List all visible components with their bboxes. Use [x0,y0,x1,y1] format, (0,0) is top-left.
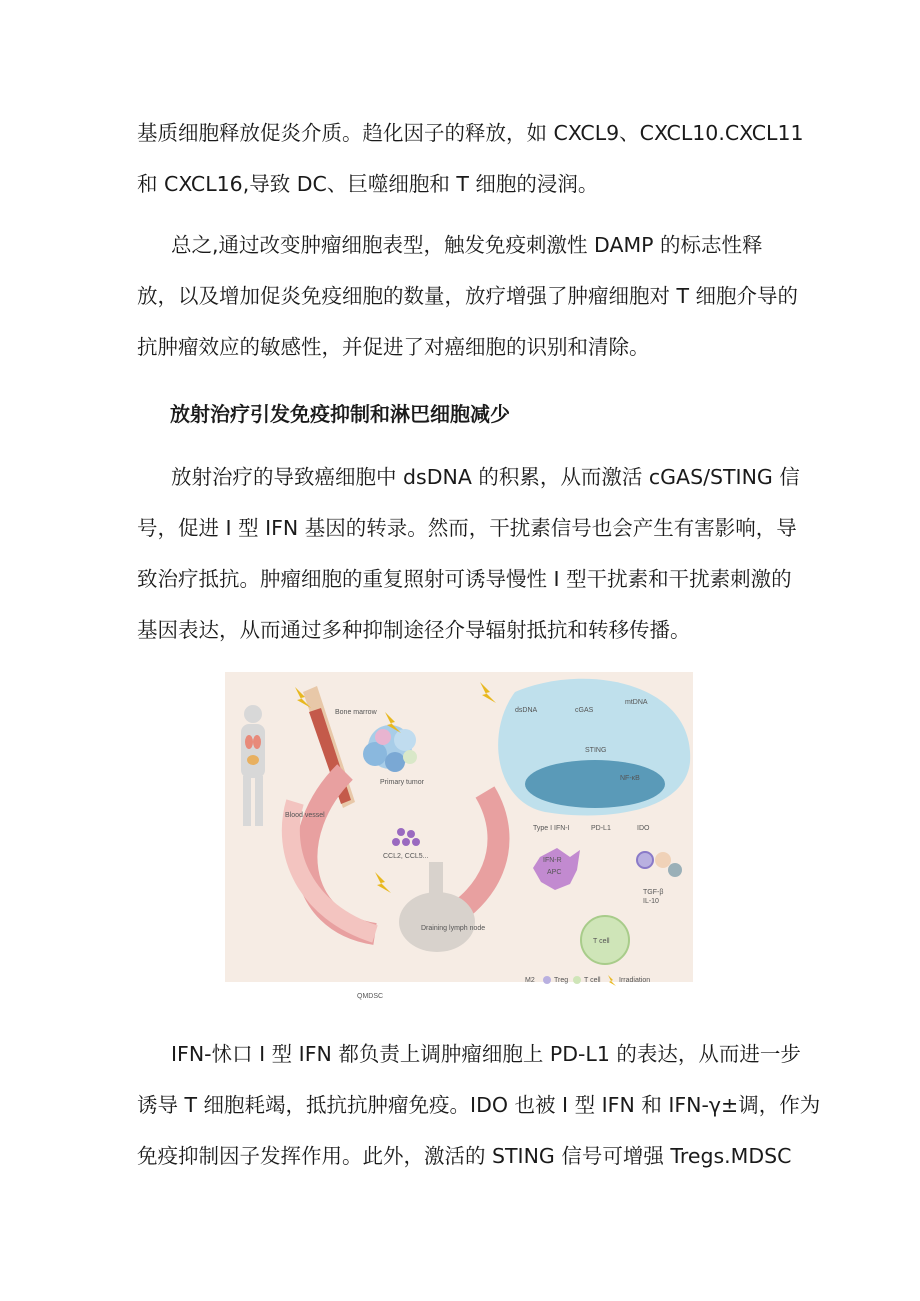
section-heading: 放射治疗引发免疫抑制和淋巴细胞减少 [170,402,510,426]
bone-marrow-label: Bone marrow [335,709,377,716]
text-line: 致治疗抵抗。肿瘤细胞的重复照射可诱导慢性 I 型干扰素和干扰素刺激的 [137,567,792,591]
text-line: 总之,通过改变肿瘤细胞表型，触发免疫刺激性 DAMP 的标志性释 [171,233,763,257]
paragraph-2 [137,220,799,373]
immune-pathway-figure [225,672,693,1007]
blood-vessel-label: Blood vessel [285,812,325,819]
text-line: 免疫抑制因子发挥作用。此外，激活的 STING 信号可增强 Tregs.MDSC [137,1144,792,1168]
text-line: 抗肿瘤效应的敏感性，并促进了对癌细胞的识别和清除。 [137,335,650,359]
t-cell-legend-icon [573,976,581,984]
text-line: 放，以及增加促炎免疫细胞的数量，放疗增强了肿瘤细胞对 T 细胞介导的 [137,284,799,308]
nucleus-shape [525,760,665,808]
text-line: IFN-怵口 I 型 IFN 都负责上调肿瘤细胞上 PD-L1 的表达，从而进一步 [171,1042,801,1066]
mtdna-label: mtDNA [625,699,648,706]
text-line: 基质细胞释放促炎介质。趋化因子的释放，如 CXCL9、CXCL10.CXCL11 [137,121,804,145]
t-cell-label: T cell [593,938,610,945]
paragraph-1 [137,108,804,210]
ccl-label: CCL2, CCL5... [383,853,429,860]
il10-label: IL-10 [643,898,659,905]
dsdna-label: dsDNA [515,707,538,714]
legend-irradiation: Irradiation [619,977,651,984]
legend-treg: Treg [554,977,569,984]
type-i-ifn-label: Type I IFN-I [533,825,570,832]
text-line: 号，促进 I 型 IFN 基因的转录。然而，干扰素信号也会产生有害影响，导 [137,516,797,540]
text-line: 放射治疗的导致癌细胞中 dsDNA 的积累，从而激活 cGAS/STING 信 [171,465,800,489]
tgf-label: TGF-β [643,889,664,896]
primary-tumor-label: Primary tumor [380,779,424,786]
figure-watermark: QMDSC [357,993,384,1000]
ifnr-label: IFN-R [543,857,562,864]
sting-label: STING [585,747,607,754]
legend-tcell: T cell [584,977,601,984]
apc-label: APC [547,869,562,876]
ido-label: IDO [637,825,650,832]
text-line: 诱导 T 细胞耗竭，抵抗抗肿瘤免疫。IDO 也被 I 型 IFN 和 IFN-γ±调，作为 [137,1093,821,1117]
cgas-label: cGAS [575,707,594,714]
legend-m2: M2 [525,977,535,984]
nfkb-label: NF-κB [620,775,640,782]
lymph-node-label: Draining lymph node [421,925,486,932]
paragraph-4 [137,1029,821,1182]
text-line: 和 CXCL16,导致 DC、巨噬细胞和 T 细胞的浸润。 [137,172,599,196]
pdl1-label: PD-L1 [591,825,611,832]
treg-legend-icon [543,976,551,984]
paragraph-3 [137,452,800,656]
text-line: 基因表达，从而通过多种抑制途径介导辐射抵抗和转移传播。 [137,618,691,642]
